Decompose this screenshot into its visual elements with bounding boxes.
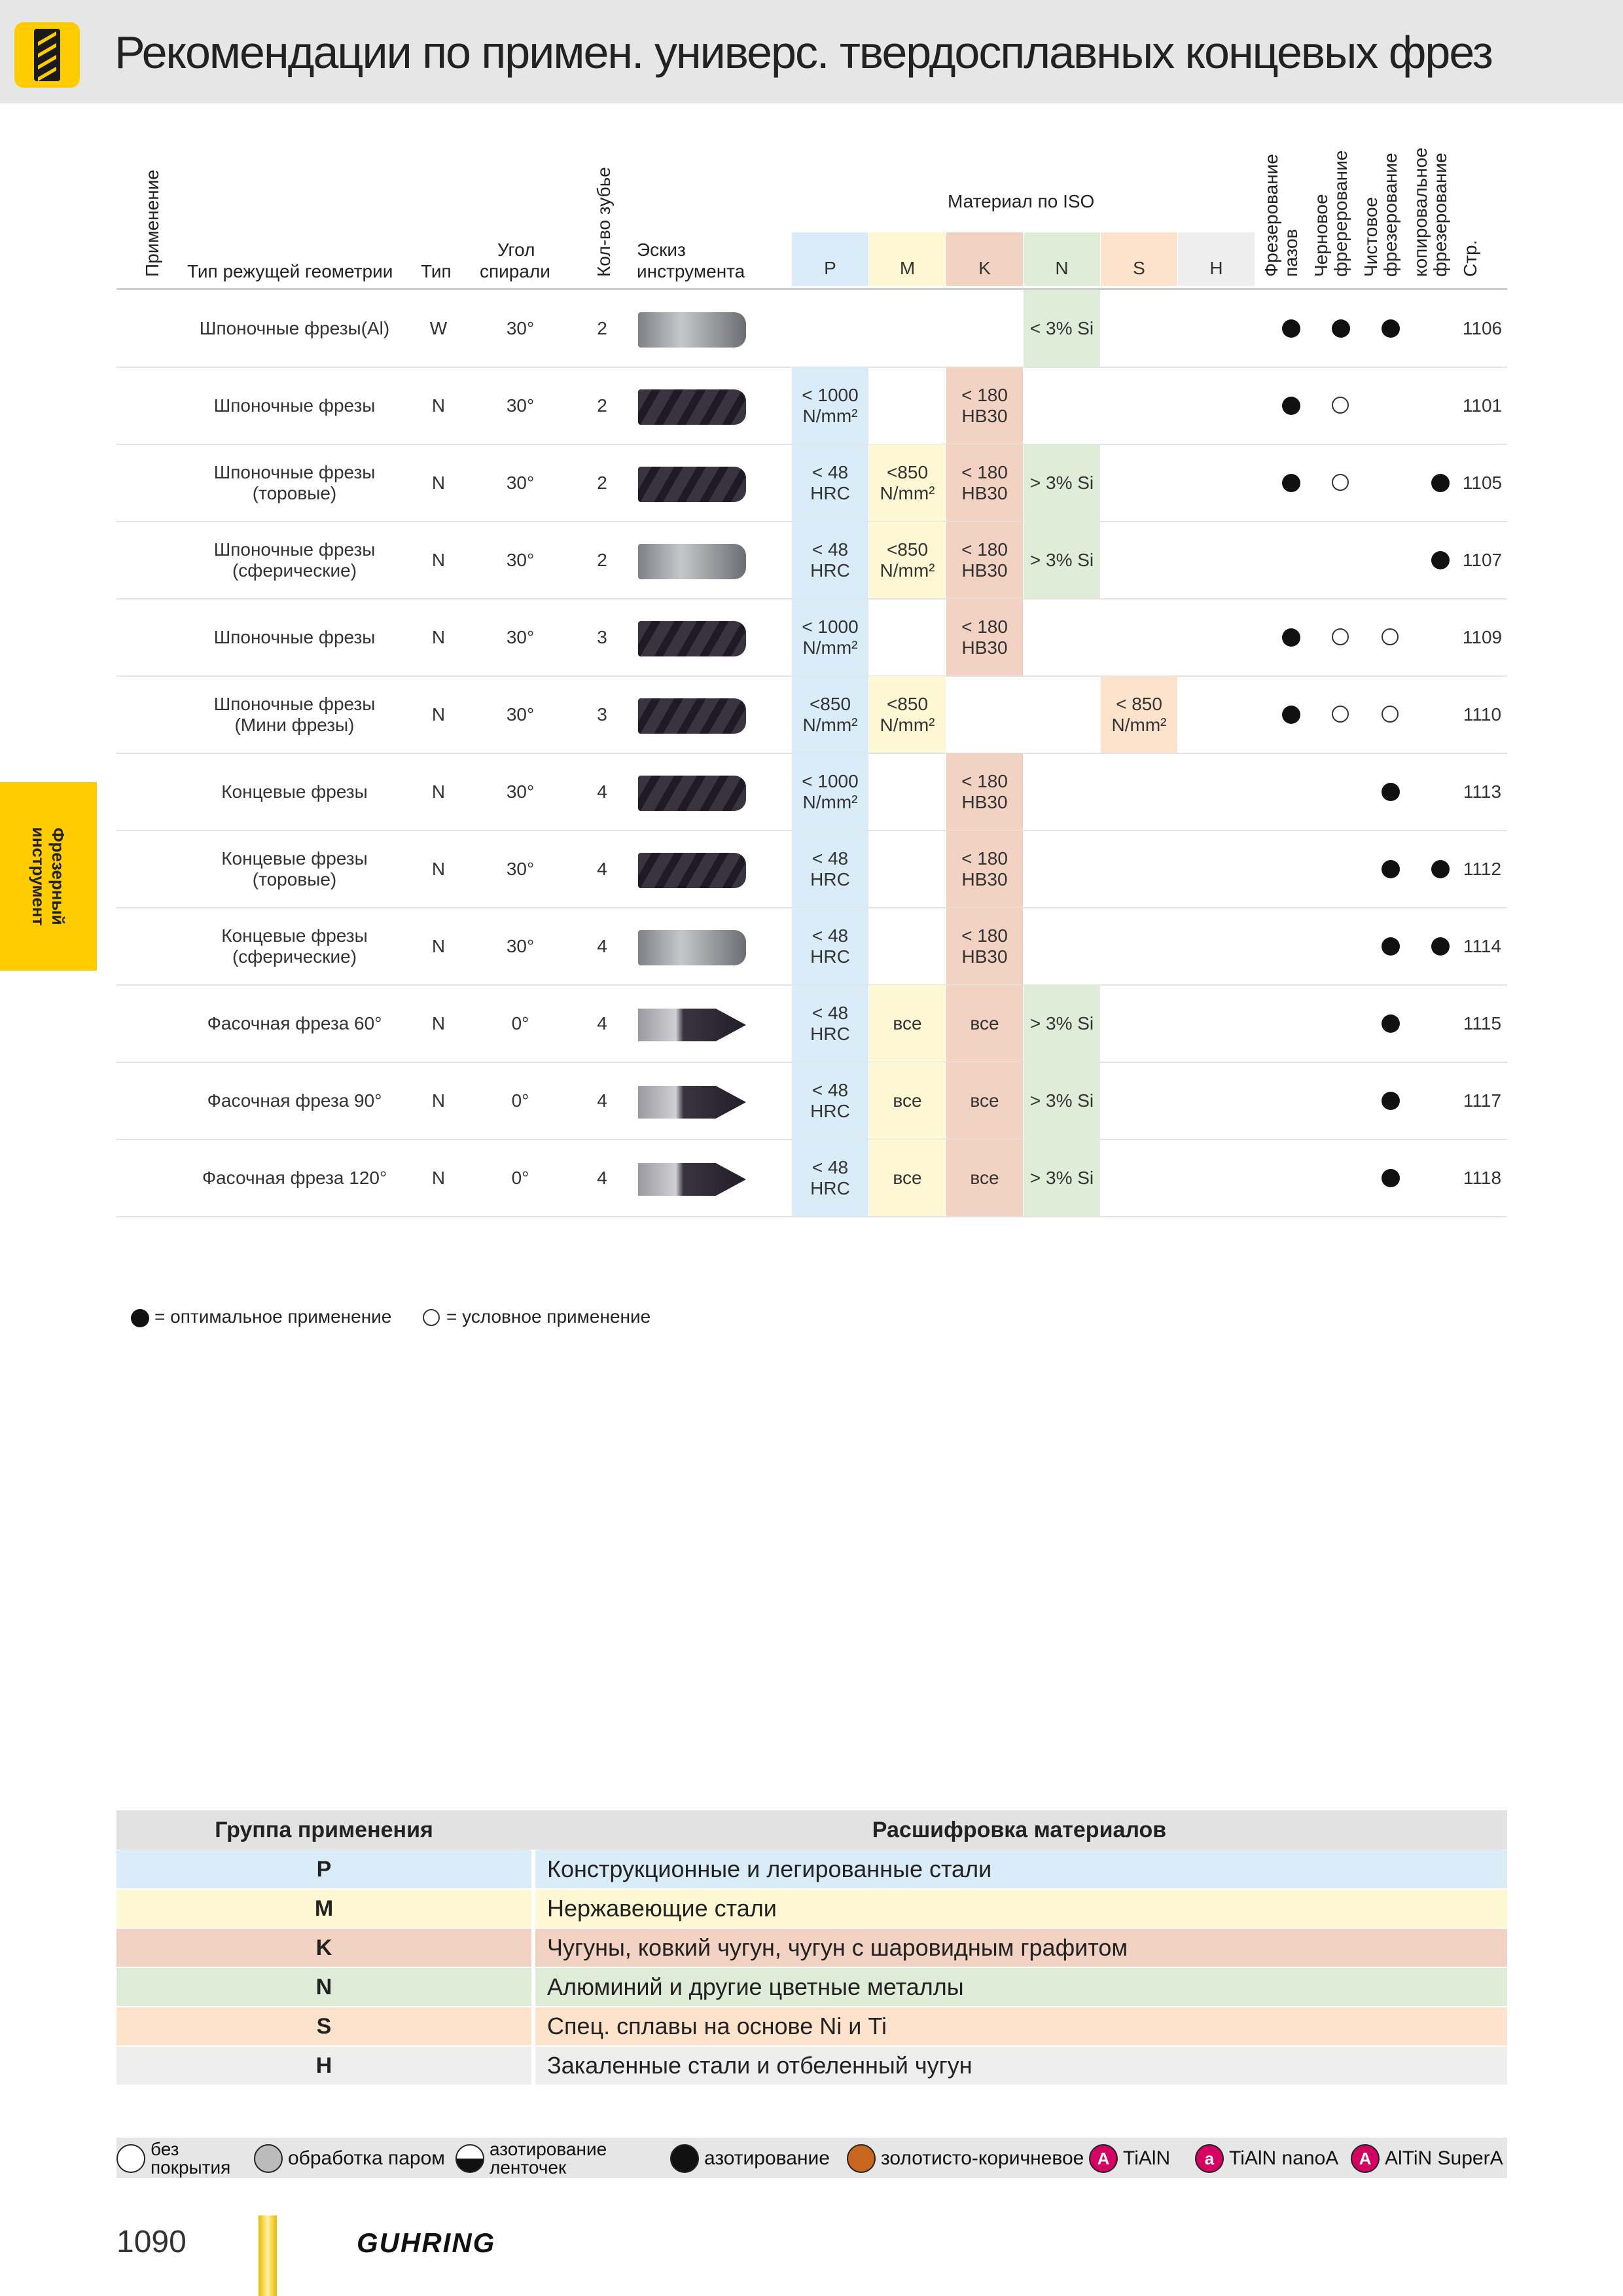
page-link[interactable]: 1101 <box>1462 395 1503 416</box>
cell-teeth: 4 <box>597 936 607 956</box>
cell-type: N <box>431 936 446 956</box>
nitrided-label: азотирование <box>704 2147 830 2169</box>
materials-row <box>116 1929 1507 1968</box>
iso-cell-K: < 180 HB30 <box>961 385 1008 426</box>
col-slot-2: пазов <box>1281 228 1301 277</box>
iso-cell-P: < 48 HRC <box>810 1080 850 1121</box>
full-dot-icon <box>1382 1014 1400 1033</box>
materials-row <box>116 1968 1507 2007</box>
open-dot-icon <box>423 1309 440 1326</box>
full-dot-icon <box>1382 319 1400 338</box>
uncoated-icon <box>116 2144 145 2173</box>
tool-sketch-icon <box>638 312 746 348</box>
iso-cell-K: < 180 HB30 <box>961 539 1008 581</box>
geometry-name-line1: Шпоночные фрезы <box>213 694 376 714</box>
coating-gold <box>847 2140 1084 2177</box>
materials-letter: S <box>116 2007 531 2045</box>
geometry-name-line2: (сферические) <box>232 946 357 967</box>
coating-tialn-nano <box>1195 2140 1338 2177</box>
geometry-name <box>177 290 412 367</box>
materials-row <box>116 1850 1507 1890</box>
iso-K: K <box>978 258 991 278</box>
full-dot-icon <box>1382 937 1400 956</box>
iso-cell-K: < 180 HB30 <box>961 848 1008 889</box>
cell-teeth: 2 <box>597 473 607 493</box>
full-dot-icon <box>1282 397 1300 415</box>
cell-teeth: 4 <box>597 781 607 802</box>
iso-cell-S: < 850 N/mm² <box>1111 694 1167 735</box>
geometry-name-line1: Концевые фрезы <box>221 848 368 869</box>
cell-type: N <box>431 1013 446 1033</box>
supera-badge-icon: A <box>1351 2144 1380 2173</box>
iso-cell-P: < 1000 N/mm² <box>802 771 859 812</box>
iso-cell-M: все <box>893 1090 922 1111</box>
page-link[interactable]: 1110 <box>1463 704 1502 725</box>
row-divider <box>116 1216 1507 1217</box>
materials-row <box>116 2007 1507 2047</box>
page-link[interactable]: 1118 <box>1463 1168 1502 1188</box>
iso-cell-P: < 48 HRC <box>810 1157 850 1198</box>
col-finish-2: фрезерование <box>1380 152 1400 277</box>
geometry-name-line1: Концевые фрезы <box>221 925 368 946</box>
geometry-name-line2: (Мини фрезы) <box>234 715 355 735</box>
cell-teeth: 2 <box>597 395 607 416</box>
col-slot-1: Фрезерование <box>1261 154 1281 277</box>
coating-altin-supera <box>1351 2140 1503 2177</box>
iso-cell-N: > 3% Si <box>1029 1168 1094 1188</box>
tialn-label: TiAlN <box>1123 2147 1171 2169</box>
col-sketch-1: Эскиз <box>637 240 686 260</box>
iso-S: S <box>1133 258 1145 278</box>
cell-teeth: 4 <box>597 1090 607 1111</box>
side-tab[interactable] <box>0 782 97 971</box>
open-dot-icon <box>1332 474 1349 491</box>
open-dot-icon <box>1382 628 1399 645</box>
geometry-name-line1: Шпоночные фрезы(Al) <box>199 318 390 338</box>
iso-cell-P: <850 N/mm² <box>802 694 858 735</box>
coating-tialn <box>1089 2140 1170 2177</box>
full-dot-icon <box>1431 860 1450 878</box>
cell-angle: 0° <box>511 1013 529 1033</box>
cell-angle: 30° <box>506 627 535 647</box>
col-page: Стр. <box>1460 240 1480 277</box>
cell-teeth: 2 <box>597 318 607 338</box>
full-dot-icon <box>1282 628 1300 647</box>
cell-teeth: 4 <box>597 1013 607 1033</box>
iso-cell-P: < 48 HRC <box>810 1003 850 1044</box>
geometry-name-line2: (сферические) <box>232 560 357 581</box>
full-dot-icon <box>1382 1092 1400 1110</box>
iso-H: H <box>1209 258 1223 278</box>
cell-teeth: 2 <box>597 550 607 570</box>
iso-cell-M: все <box>893 1168 922 1188</box>
iso-cell-N: > 3% Si <box>1029 473 1094 493</box>
tool-sketch-icon <box>638 621 746 656</box>
coating-uncoated <box>116 2140 230 2177</box>
cell-angle: 30° <box>506 318 535 338</box>
iso-cell-M: <850 N/mm² <box>880 694 935 735</box>
nano-badge-icon: a <box>1195 2144 1224 2173</box>
cell-type: N <box>431 395 446 416</box>
geometry-name <box>177 985 412 1062</box>
iso-cell-N: > 3% Si <box>1029 1013 1094 1033</box>
side-tab-line2: инструмент <box>29 827 48 926</box>
tool-sketch-icon <box>638 776 746 811</box>
geometry-name <box>177 599 412 676</box>
tool-sketch-icon <box>638 1009 746 1041</box>
geometry-name-line2: (торовые) <box>252 483 337 503</box>
cell-teeth: 4 <box>597 1168 607 1188</box>
cell-type: N <box>431 704 446 725</box>
cell-teeth: 4 <box>597 859 607 879</box>
materials-row <box>116 2047 1507 2086</box>
materials-letter: K <box>116 1929 531 1967</box>
materials-head-group: Группа применения <box>116 1810 531 1850</box>
materials-desc: Конструкционные и легированные стали <box>535 1850 1507 1888</box>
nitrided-band-label-2: ленточек <box>490 2157 567 2178</box>
supera-label: AlTiN SuperA <box>1385 2147 1503 2169</box>
page-number: 1090 <box>116 2225 187 2259</box>
iso-cell-K: все <box>970 1168 999 1188</box>
materials-letter: P <box>116 1850 531 1888</box>
geometry-name-line1: Шпоночные фрезы <box>213 395 376 416</box>
gold-icon <box>847 2144 876 2173</box>
full-dot-icon <box>1431 551 1450 569</box>
tool-sketch-icon <box>638 1163 746 1196</box>
iso-cell-P: < 1000 N/mm² <box>802 617 859 658</box>
cell-angle: 30° <box>506 936 535 956</box>
full-dot-icon <box>1332 319 1350 338</box>
materials-row <box>116 1890 1507 1929</box>
iso-cell-K: все <box>970 1013 999 1033</box>
iso-P: P <box>824 258 836 278</box>
cell-teeth: 3 <box>597 704 607 725</box>
page-link[interactable]: 1106 <box>1462 318 1503 338</box>
full-dot-icon <box>1382 783 1400 801</box>
col-rough-2: фререрование <box>1330 150 1351 277</box>
uncoated-label-2: покрытия <box>151 2157 231 2178</box>
tool-sketch-icon <box>638 853 746 888</box>
iso-cell-N: > 3% Si <box>1029 550 1094 570</box>
open-dot-icon <box>1332 706 1349 723</box>
col-sketch-2: инструмента <box>637 261 745 281</box>
col-copy-2: фрезерование <box>1430 152 1450 277</box>
brand-logo: GUHRING <box>357 2227 496 2258</box>
materials-desc: Закаленные стали и отбеленный чугун <box>535 2047 1507 2085</box>
steam-icon <box>254 2144 283 2173</box>
geometry-name <box>177 831 412 908</box>
cell-teeth: 3 <box>597 627 607 647</box>
coating-nitrided <box>670 2140 830 2177</box>
col-type: Тип <box>421 261 452 281</box>
steam-label: обработка паром <box>288 2147 445 2169</box>
iso-N: N <box>1055 258 1069 278</box>
nitrided-band-label-1: азотирование <box>490 2139 607 2159</box>
tialn-badge-icon: A <box>1089 2144 1118 2173</box>
col-copy-1: копировальное <box>1410 147 1431 277</box>
geometry-name-line1: Фасочная фреза 120° <box>202 1168 387 1188</box>
col-iso-group: Материал по ISO <box>948 191 1095 211</box>
nitrided-icon <box>670 2144 699 2173</box>
full-dot-icon <box>1431 937 1450 956</box>
coating-steam <box>254 2140 445 2177</box>
geometry-name <box>177 367 412 444</box>
iso-cell-M: все <box>893 1013 922 1033</box>
open-dot-icon <box>1382 706 1399 723</box>
geometry-name-line1: Фасочная фреза 90° <box>207 1090 382 1111</box>
geometry-name-line1: Концевые фрезы <box>221 781 368 802</box>
iso-cell-M: <850 N/mm² <box>880 462 935 503</box>
cell-type: N <box>431 859 446 879</box>
geometry-name-line2: (торовые) <box>252 869 337 889</box>
cell-angle: 30° <box>506 395 535 416</box>
geometry-name <box>177 753 412 831</box>
coating-nitrided-band <box>455 2140 607 2177</box>
full-dot-icon <box>1282 706 1300 724</box>
geometry-name-line1: Шпоночные фрезы <box>213 462 376 482</box>
col-rough-1: Черновое <box>1311 194 1331 277</box>
iso-cell-P: < 48 HRC <box>810 925 850 967</box>
cell-angle: 30° <box>506 859 535 879</box>
cell-type: N <box>431 627 446 647</box>
cell-type: N <box>431 473 446 493</box>
page-link[interactable]: 1112 <box>1463 859 1502 879</box>
cell-angle: 0° <box>511 1168 529 1188</box>
col-finish-1: Чистовое <box>1361 196 1381 277</box>
iso-cell-K: все <box>970 1090 999 1111</box>
materials-desc: Спец. сплавы на основе Ni и Ti <box>535 2007 1507 2045</box>
iso-cell-K: < 180 HB30 <box>961 925 1008 967</box>
full-dot-icon <box>1382 1169 1400 1187</box>
page-link[interactable]: 1107 <box>1462 550 1503 570</box>
cell-type: N <box>431 781 446 802</box>
col-helix-2: спирали <box>480 261 550 281</box>
nitrided-band-icon <box>455 2144 484 2173</box>
tool-sketch-icon <box>638 467 746 502</box>
page-link[interactable]: 1109 <box>1462 627 1503 647</box>
gold-label: золотисто-коричневое <box>881 2147 1084 2169</box>
materials-letter: M <box>116 1890 531 1928</box>
tool-sketch-icon <box>638 389 746 425</box>
iso-cell-N: < 3% Si <box>1029 318 1094 338</box>
cell-angle: 0° <box>511 1090 529 1111</box>
iso-cell-N: > 3% Si <box>1029 1090 1094 1111</box>
cell-type: N <box>431 1090 446 1111</box>
col-teeth: Кол-во зубье <box>594 167 614 277</box>
cell-angle: 30° <box>506 704 535 725</box>
iso-M: M <box>899 258 916 278</box>
materials-desc: Чугуны, ковкий чугун, чугун с шаровидным графитом <box>535 1929 1507 1967</box>
iso-cell-P: < 1000 N/mm² <box>802 385 859 426</box>
cell-type: N <box>431 1168 446 1188</box>
tool-sketch-icon <box>638 544 746 579</box>
geometry-name-line1: Шпоночные фрезы <box>213 627 376 647</box>
legend-conditional: = условное применение <box>446 1306 651 1327</box>
nano-label: TiAlN nanoA <box>1229 2147 1339 2169</box>
page-link[interactable]: 1113 <box>1463 781 1502 802</box>
iso-cell-M: <850 N/mm² <box>880 539 935 581</box>
iso-cell-K: < 180 HB30 <box>961 462 1008 503</box>
page-link[interactable]: 1105 <box>1462 473 1503 493</box>
materials-desc: Нержавеющие стали <box>535 1890 1507 1928</box>
cell-type: N <box>431 550 446 570</box>
full-dot-icon <box>1282 319 1300 338</box>
col-geometry: Тип режущей геометрии <box>187 261 393 281</box>
uncoated-label-1: без <box>151 2139 179 2159</box>
page-link[interactable]: 1114 <box>1463 936 1502 956</box>
tool-sketch-icon <box>638 1086 746 1119</box>
tool-sketch-icon <box>638 698 746 734</box>
geometry-name-line1: Шпоночные фрезы <box>213 539 376 560</box>
cell-angle: 30° <box>506 473 535 493</box>
footer-accent <box>259 2215 277 2296</box>
materials-head-desc: Расшифровка материалов <box>531 1810 1507 1850</box>
materials-letter: H <box>116 2047 531 2085</box>
geometry-name-line1: Фасочная фреза 60° <box>207 1013 382 1033</box>
tool-sketch-icon <box>638 930 746 965</box>
geometry-name <box>177 676 412 753</box>
cell-angle: 30° <box>506 781 535 802</box>
col-helix-1: Угол <box>497 240 535 260</box>
col-application: Применение <box>142 170 162 277</box>
page-link[interactable]: 1117 <box>1463 1090 1502 1111</box>
iso-cell-K: < 180 HB30 <box>961 617 1008 658</box>
materials-letter: N <box>116 1968 531 2006</box>
open-dot-icon <box>1332 628 1349 645</box>
full-dot-icon <box>131 1309 149 1327</box>
page-title: Рекомендации по примен. универс. твердосплавных концевых фрез <box>115 27 1492 78</box>
geometry-name <box>177 908 412 985</box>
iso-cell-P: < 48 HRC <box>810 848 850 889</box>
cell-type: W <box>429 318 448 338</box>
iso-cell-K: < 180 HB30 <box>961 771 1008 812</box>
legend-optimal: = оптимальное применение <box>154 1306 392 1327</box>
iso-cell-P: < 48 HRC <box>810 539 850 581</box>
iso-cell-P: < 48 HRC <box>810 462 850 503</box>
side-tab-line1: Фрезерный <box>48 827 68 925</box>
geometry-name <box>177 444 412 522</box>
geometry-name <box>177 522 412 599</box>
geometry-name <box>177 1062 412 1139</box>
open-dot-icon <box>1332 397 1349 414</box>
materials-desc: Алюминий и другие цветные металлы <box>535 1968 1507 2006</box>
page-link[interactable]: 1115 <box>1463 1013 1502 1033</box>
full-dot-icon <box>1382 860 1400 878</box>
cell-angle: 30° <box>506 550 535 570</box>
full-dot-icon <box>1431 474 1450 492</box>
geometry-name <box>177 1139 412 1217</box>
full-dot-icon <box>1282 474 1300 492</box>
drill-logo-icon <box>14 22 80 88</box>
